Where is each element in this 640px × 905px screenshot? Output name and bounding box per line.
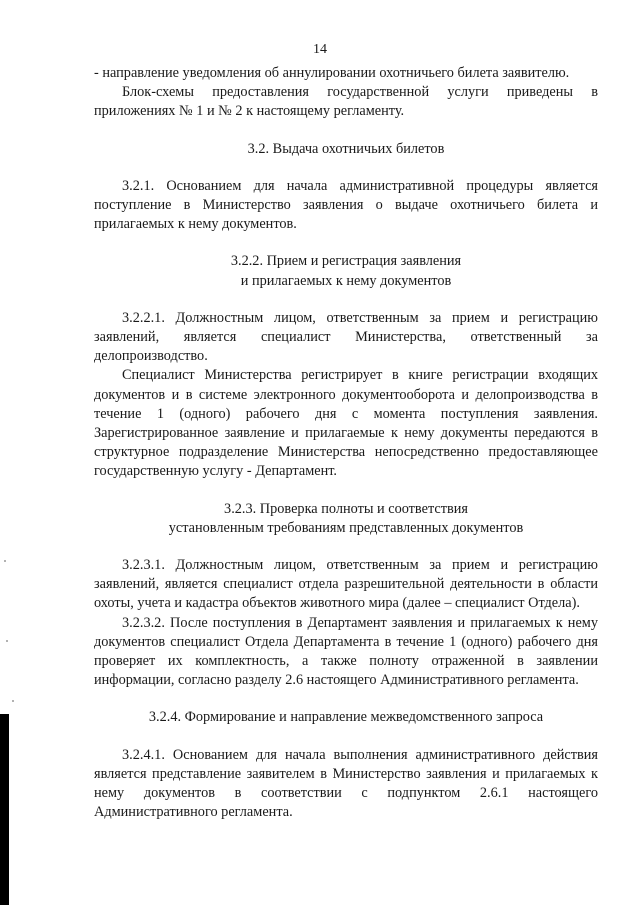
scan-speck	[6, 640, 8, 642]
document-body	[94, 64, 598, 823]
page-number: 14	[313, 42, 327, 57]
section-heading-3-2-3-line-1: 3.2.3. Проверка полноты и соответствия	[224, 500, 468, 517]
scan-speck	[12, 700, 14, 702]
paragraph-3-2-1: 3.2.1. Основанием для начала административной процедуры является поступление в Министерство заявления о выдаче охотничьего билета и прилагаемых к нему документов.	[94, 177, 598, 233]
paragraph-3-2-3-2: 3.2.3.2. После поступления в Департамент заявления и прилагаемых к нему документов специалист Отдела Департамента в течение 1 (одного) рабочего дня проверяет их комплектность, а также полноту отраженной в заявлении информации, согласно разделу 2.6 настоящего Административного регламента.	[94, 614, 598, 689]
section-heading-3-2-3-line-2: установленным требованиям представленных документов	[168, 519, 524, 536]
paragraph-bullet-annulment: - направление уведомления об аннулировании охотничьего билета заявителю.	[94, 65, 570, 81]
paragraph-block-schemes: Блок-схемы предоставления государственной услуги приведены в приложениях № 1 и № 2 к настоящему регламенту.	[94, 84, 598, 120]
section-heading-3-2-2	[94, 252, 598, 290]
section-heading-3-2-2-line-2: и прилагаемых к нему документов	[240, 272, 452, 289]
section-heading-3-2: 3.2. Выдача охотничьих билетов	[247, 140, 445, 157]
section-heading-3-2-3	[94, 500, 598, 538]
paragraph-specialist-registration: Специалист Министерства регистрирует в книге регистрации входящих документов и в системе электронного документооборота и делопроизводства в течение 1 (одного) рабочего дня с момента поступления заявления. Зарегистрированное заявление и прилагаемые к нему документы передаются в структурное подразделение Министерства непосредственно предоставляющее государственную услугу - Департамент.	[94, 367, 598, 480]
paragraph-3-2-2-1: 3.2.2.1. Должностным лицом, ответственным за прием и регистрацию заявлений, является специалист Министерства, ответственный за делопроизводство.	[94, 309, 598, 365]
paragraph-3-2-3-1: 3.2.3.1. Должностным лицом, ответственным за прием и регистрацию заявлений, является специалист отдела разрешительной деятельности в области охоты, учета и кадастра объектов животного мира (далее – специалист Отдела).	[94, 557, 598, 612]
paragraph-3-2-4-1: 3.2.4.1. Основанием для начала выполнения административного действия является представление заявителем в Министерство заявления и прилагаемых к нему документов в соответствии с подпунктом 2.6.1 настоящего Административного регламента.	[94, 746, 598, 821]
section-heading-3-2-4: 3.2.4. Формирование и направление межведомственного запроса	[148, 709, 544, 726]
scan-speck	[4, 560, 6, 562]
scan-edge-shadow	[0, 714, 9, 905]
section-heading-3-2-2-line-1: 3.2.2. Прием и регистрация заявления	[230, 253, 462, 270]
